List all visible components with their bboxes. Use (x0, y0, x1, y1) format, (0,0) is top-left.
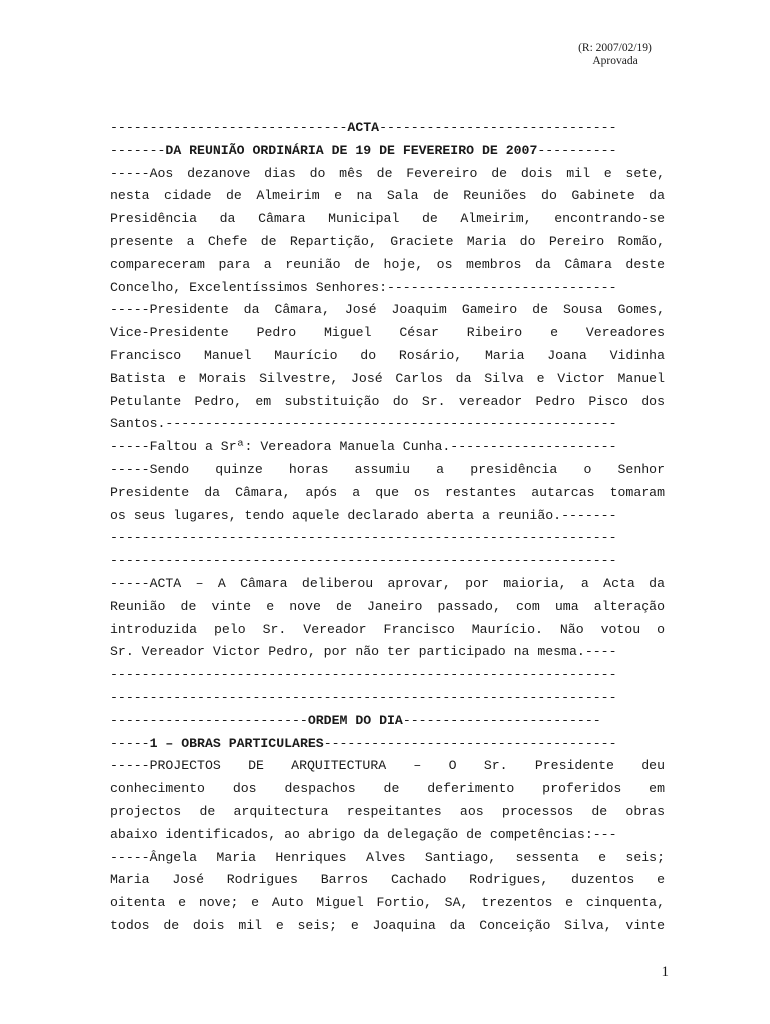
line-text: -----Ângela Maria Henriques Alves Santiago, sessenta e seis; (110, 849, 665, 865)
text-line (110, 687, 665, 710)
line-text: ------------------------------ (110, 120, 348, 135)
line-text: -----Sendo quinze horas assumiu a presidência o Senhor (110, 461, 665, 477)
bold-heading: ORDEM DO DIA (307, 712, 403, 728)
line-text: nesta cidade de Almeirim e na Sala de Reuniões do Gabinete da (110, 188, 665, 204)
text-line (110, 231, 665, 254)
text-line (110, 277, 665, 300)
line-text: os seus lugares, tendo aquele declarado aberta a reunião.------- (110, 507, 617, 523)
text-line (110, 801, 665, 824)
line-text: todos de dois mil e seis; e Joaquina da Conceição Silva, vinte (110, 917, 665, 933)
bold-heading: DA REUNIÃO ORDINÁRIA DE 19 DE FEVEREIRO DE 2007 (165, 142, 538, 158)
line-text: Maria José Rodrigues Barros Cachado Rodrigues, duzentos e (110, 872, 665, 888)
line-text: ------- (110, 142, 166, 158)
line-text: oitenta e nove; e Auto Miguel Fortio, SA, trezentos e cinquenta, (110, 895, 665, 911)
line-text: conhecimento dos despachos de deferimento proferidos em (110, 781, 665, 797)
line-text: Francisco Manuel Maurício do Rosário, Maria Joana Vidinha (110, 347, 665, 363)
text-line (110, 869, 665, 892)
text-line (110, 641, 665, 664)
text-line (110, 505, 665, 528)
line-text: projectos de arquitectura respeitantes aos processos de obras (110, 803, 665, 819)
text-line (110, 573, 665, 596)
line-text: Presidência da Câmara Municipal de Almeirim, encontrando-se (110, 211, 665, 227)
text-line (110, 322, 665, 345)
page-number: 1 (661, 964, 669, 980)
text-line (110, 778, 665, 801)
approval-status: Aprovada (592, 55, 638, 67)
text-line (110, 755, 665, 778)
reference-date: (R: 2007/02/19) (578, 42, 652, 54)
text-line (110, 117, 665, 140)
text-line (110, 619, 665, 642)
text-line (110, 413, 665, 436)
bold-heading: 1 – OBRAS PARTICULARES (149, 735, 324, 751)
bold-heading: ACTA (347, 120, 380, 135)
text-line (110, 163, 665, 186)
line-text: -----Faltou a Srª: Vereadora Manuela Cunha.--------------------- (110, 439, 617, 455)
text-line (110, 596, 665, 619)
text-line (110, 208, 665, 231)
header-reference (540, 42, 690, 68)
line-text: Petulante Pedro, em substituição do Sr. vereador Pedro Pisco dos (110, 393, 665, 409)
minutes-body (110, 117, 665, 938)
line-text: abaixo identificados, ao abrigo da delegação de competências:--- (110, 826, 617, 842)
line-text: ------------------------- (402, 712, 601, 728)
text-line (110, 550, 665, 573)
line-text: ------------------------------------- (323, 735, 617, 751)
line-text: -----Aos dezanove dias do mês de Fevereiro de dois mil e sete, (110, 165, 665, 181)
text-line (110, 368, 665, 391)
text-line (110, 847, 665, 870)
text-line (110, 664, 665, 687)
line-text: Reunião de vinte e nove de Janeiro passado, com uma alteração (110, 598, 665, 614)
line-text: ---------------------------------------------------------------- (110, 689, 617, 705)
line-text: presente a Chefe de Repartição, Graciete Maria do Pereiro Romão, (110, 233, 665, 249)
line-text: Concelho, Excelentíssimos Senhores:----------------------------- (110, 279, 617, 295)
line-text: ---------------------------------------------------------------- (110, 553, 617, 569)
text-line (110, 892, 665, 915)
line-text: Santos.--------------------------------------------------------- (110, 416, 617, 432)
line-text: ----- (110, 735, 150, 751)
line-text: Sr. Vereador Victor Pedro, por não ter participado na mesma.---- (110, 644, 617, 660)
text-line (110, 482, 665, 505)
line-text: ---------------------------------------------------------------- (110, 667, 617, 683)
text-line (110, 299, 665, 322)
line-text: ------------------------- (110, 712, 308, 728)
line-text: Presidente da Câmara, após a que os restantes autarcas tomaram (110, 484, 665, 500)
text-line (110, 254, 665, 277)
text-line (110, 185, 665, 208)
text-line (110, 140, 665, 163)
text-line (110, 391, 665, 414)
line-text: Batista e Morais Silvestre, José Carlos da Silva e Victor Manuel (110, 370, 665, 386)
text-line (110, 915, 665, 938)
line-text: -----ACTA – A Câmara deliberou aprovar, por maioria, a Acta da (110, 575, 665, 591)
text-line (110, 436, 665, 459)
line-text: compareceram para a reunião de hoje, os membros da Câmara deste (110, 256, 665, 272)
text-line (110, 459, 665, 482)
line-text: -----PROJECTOS DE ARQUITECTURA – O Sr. Presidente deu (110, 758, 665, 774)
text-line (110, 824, 665, 847)
line-text: ------------------------------ (379, 120, 617, 135)
line-text: ---------------------------------------------------------------- (110, 530, 617, 546)
line-text: introduzida pelo Sr. Vereador Francisco Maurício. Não votou o (110, 621, 665, 637)
text-line (110, 710, 665, 733)
text-line (110, 527, 665, 550)
line-text: Vice-Presidente Pedro Miguel César Ribeiro e Vereadores (110, 325, 665, 341)
text-line (110, 345, 665, 368)
line-text: ---------- (537, 142, 617, 158)
text-line (110, 733, 665, 756)
line-text: -----Presidente da Câmara, José Joaquim Gameiro de Sousa Gomes, (110, 302, 665, 318)
